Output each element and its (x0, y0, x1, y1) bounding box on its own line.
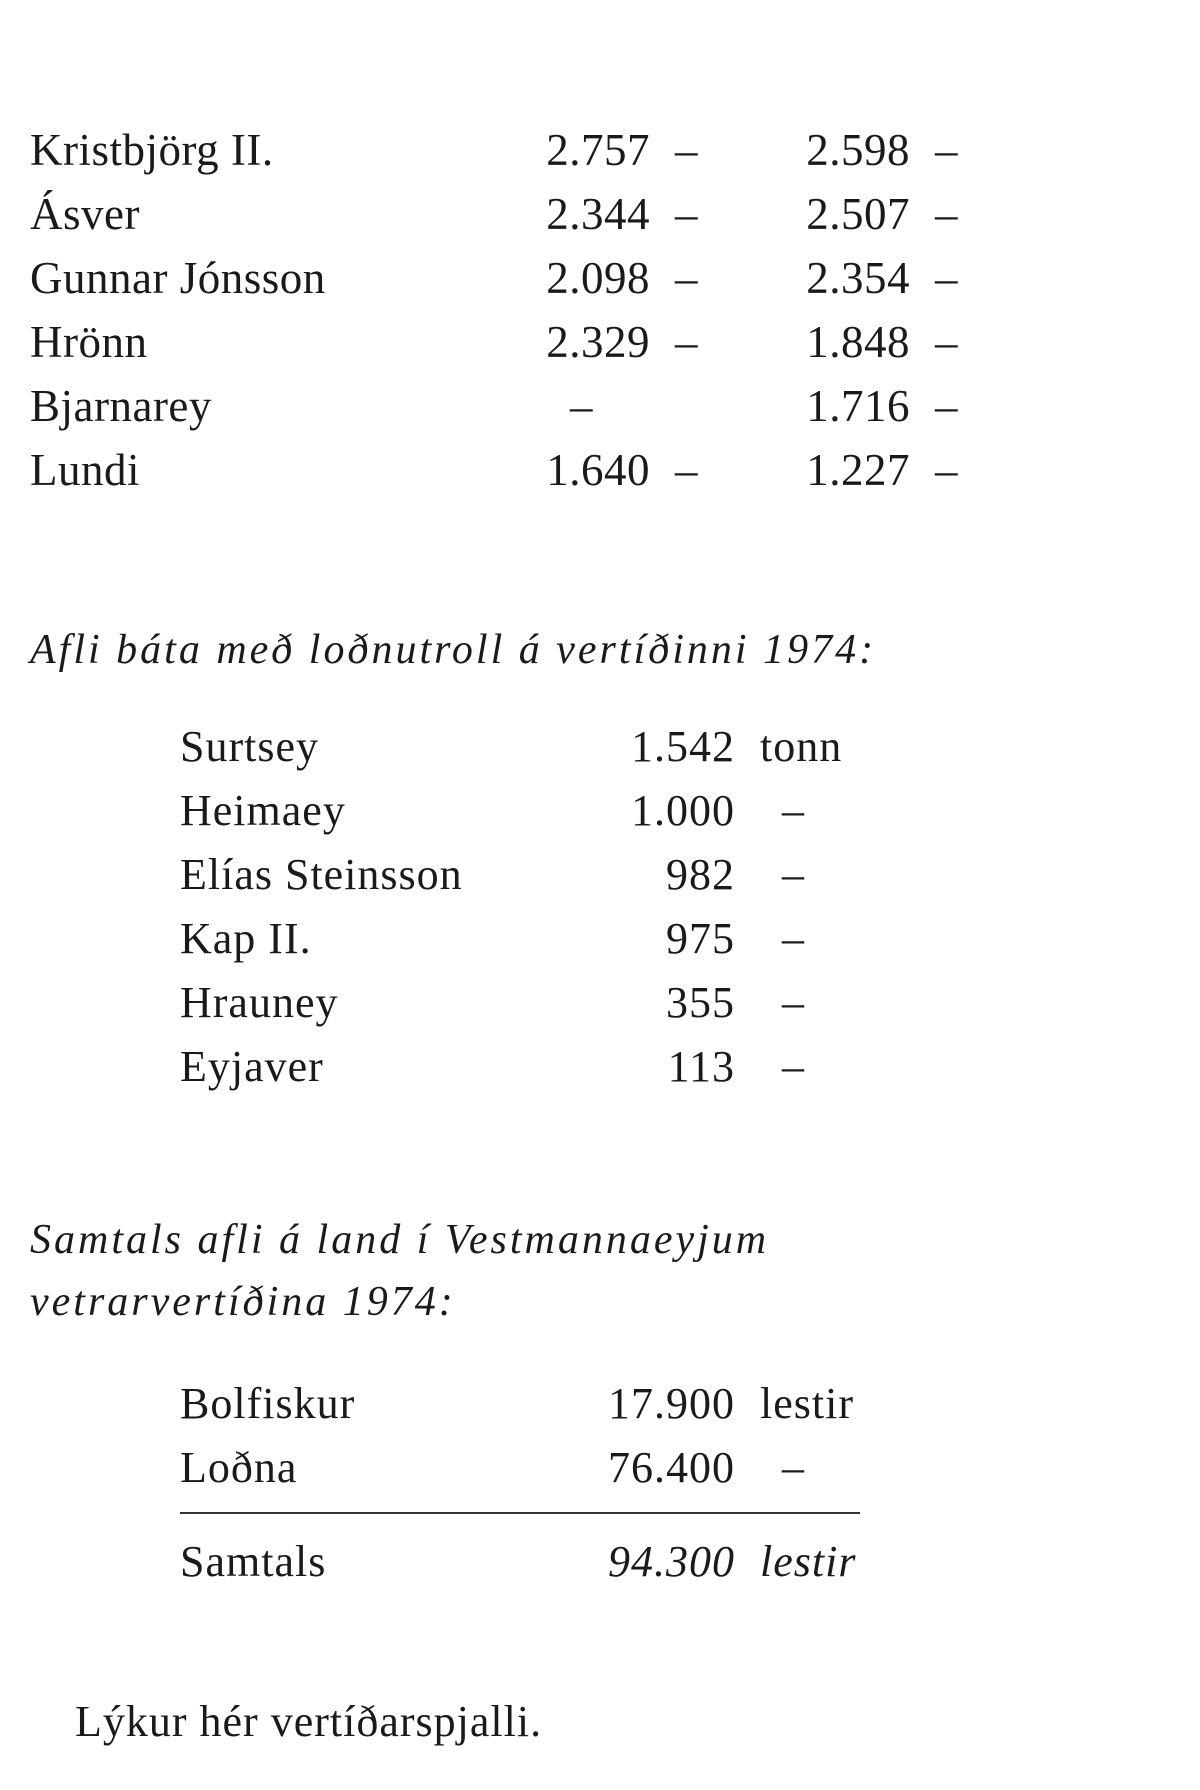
closing-line: Lýkur hér vertíðarspjalli. (75, 1697, 543, 1746)
dash-2: – (935, 189, 958, 239)
table-row (0, 843, 1200, 907)
boat-name: Heimaey (180, 786, 346, 835)
total-heading-line2: vetrarvertíðina 1974: (30, 1279, 456, 1325)
unit: – (782, 850, 805, 899)
sum-label: Samtals (180, 1537, 327, 1586)
catch-value: 1.000 (631, 786, 735, 835)
table-row (0, 971, 1200, 1035)
catch-value-1: 2.757 (546, 125, 650, 175)
table-row (0, 715, 1200, 779)
unit: tonn (760, 722, 843, 771)
category-name: Bolfiskur (180, 1379, 356, 1428)
catch-value-2: 1.716 (806, 381, 910, 431)
sum-rule (180, 1512, 860, 1514)
table-row (0, 1035, 1200, 1099)
dash-1: – (675, 445, 698, 495)
unit: – (782, 1443, 805, 1492)
table-row (0, 182, 1200, 246)
catch-value-1: 1.640 (546, 445, 650, 495)
catch-value-2: 2.354 (806, 253, 910, 303)
catch-value-1: – (570, 381, 593, 431)
table-row (0, 438, 1200, 502)
sum-unit: lestir (760, 1537, 857, 1586)
catch-value: 17.900 (608, 1379, 735, 1428)
boat-name: Bjarnarey (30, 381, 212, 431)
catch-value: 113 (667, 1042, 735, 1091)
table-row (0, 118, 1200, 182)
dash-2: – (935, 445, 958, 495)
unit: – (782, 786, 805, 835)
catch-value: 76.400 (608, 1443, 735, 1492)
catch-value-2: 2.598 (806, 125, 910, 175)
table-row (0, 907, 1200, 971)
boat-name: Kap II. (180, 914, 312, 963)
table-row (0, 779, 1200, 843)
dash-1: – (675, 125, 698, 175)
dash-1: – (675, 317, 698, 367)
unit: – (782, 978, 805, 1027)
boat-name: Gunnar Jónsson (30, 253, 326, 303)
category-name: Loðna (180, 1443, 298, 1492)
dash-2: – (935, 125, 958, 175)
table-row (0, 246, 1200, 310)
unit: – (782, 914, 805, 963)
catch-value-1: 2.098 (546, 253, 650, 303)
dash-2: – (935, 253, 958, 303)
boat-name: Ásver (30, 189, 140, 239)
boat-name: Hrauney (180, 978, 339, 1027)
boat-name: Hrönn (30, 317, 148, 367)
catch-value: 355 (666, 978, 735, 1027)
dash-1: – (675, 189, 698, 239)
unit: – (782, 1042, 805, 1091)
sum-value: 94.300 (608, 1537, 735, 1586)
catch-value: 1.542 (631, 722, 735, 771)
catch-value-2: 1.227 (806, 445, 910, 495)
table-row (0, 1436, 1200, 1500)
total-heading-line1: Samtals afli á land í Vestmannaeyjum (30, 1217, 770, 1263)
unit: lestir (760, 1379, 854, 1428)
catch-value-1: 2.344 (546, 189, 650, 239)
trawl-heading: Afli báta með loðnutroll á vertíðinni 1974: (30, 627, 877, 673)
boat-name: Surtsey (180, 722, 319, 771)
catch-value: 975 (666, 914, 735, 963)
catch-value-2: 2.507 (806, 189, 910, 239)
catch-value: 982 (666, 850, 735, 899)
boat-name: Kristbjörg II. (30, 125, 274, 175)
boat-name: Elías Steinsson (180, 850, 463, 899)
boat-name: Eyjaver (180, 1042, 324, 1091)
boat-name: Lundi (30, 445, 140, 495)
table-row (0, 310, 1200, 374)
catch-value-1: 2.329 (546, 317, 650, 367)
dash-2: – (935, 381, 958, 431)
table-row (0, 1372, 1200, 1436)
table-row (0, 374, 1200, 438)
dash-1: – (675, 253, 698, 303)
dash-2: – (935, 317, 958, 367)
sum-row (0, 1530, 1200, 1594)
catch-value-2: 1.848 (806, 317, 910, 367)
